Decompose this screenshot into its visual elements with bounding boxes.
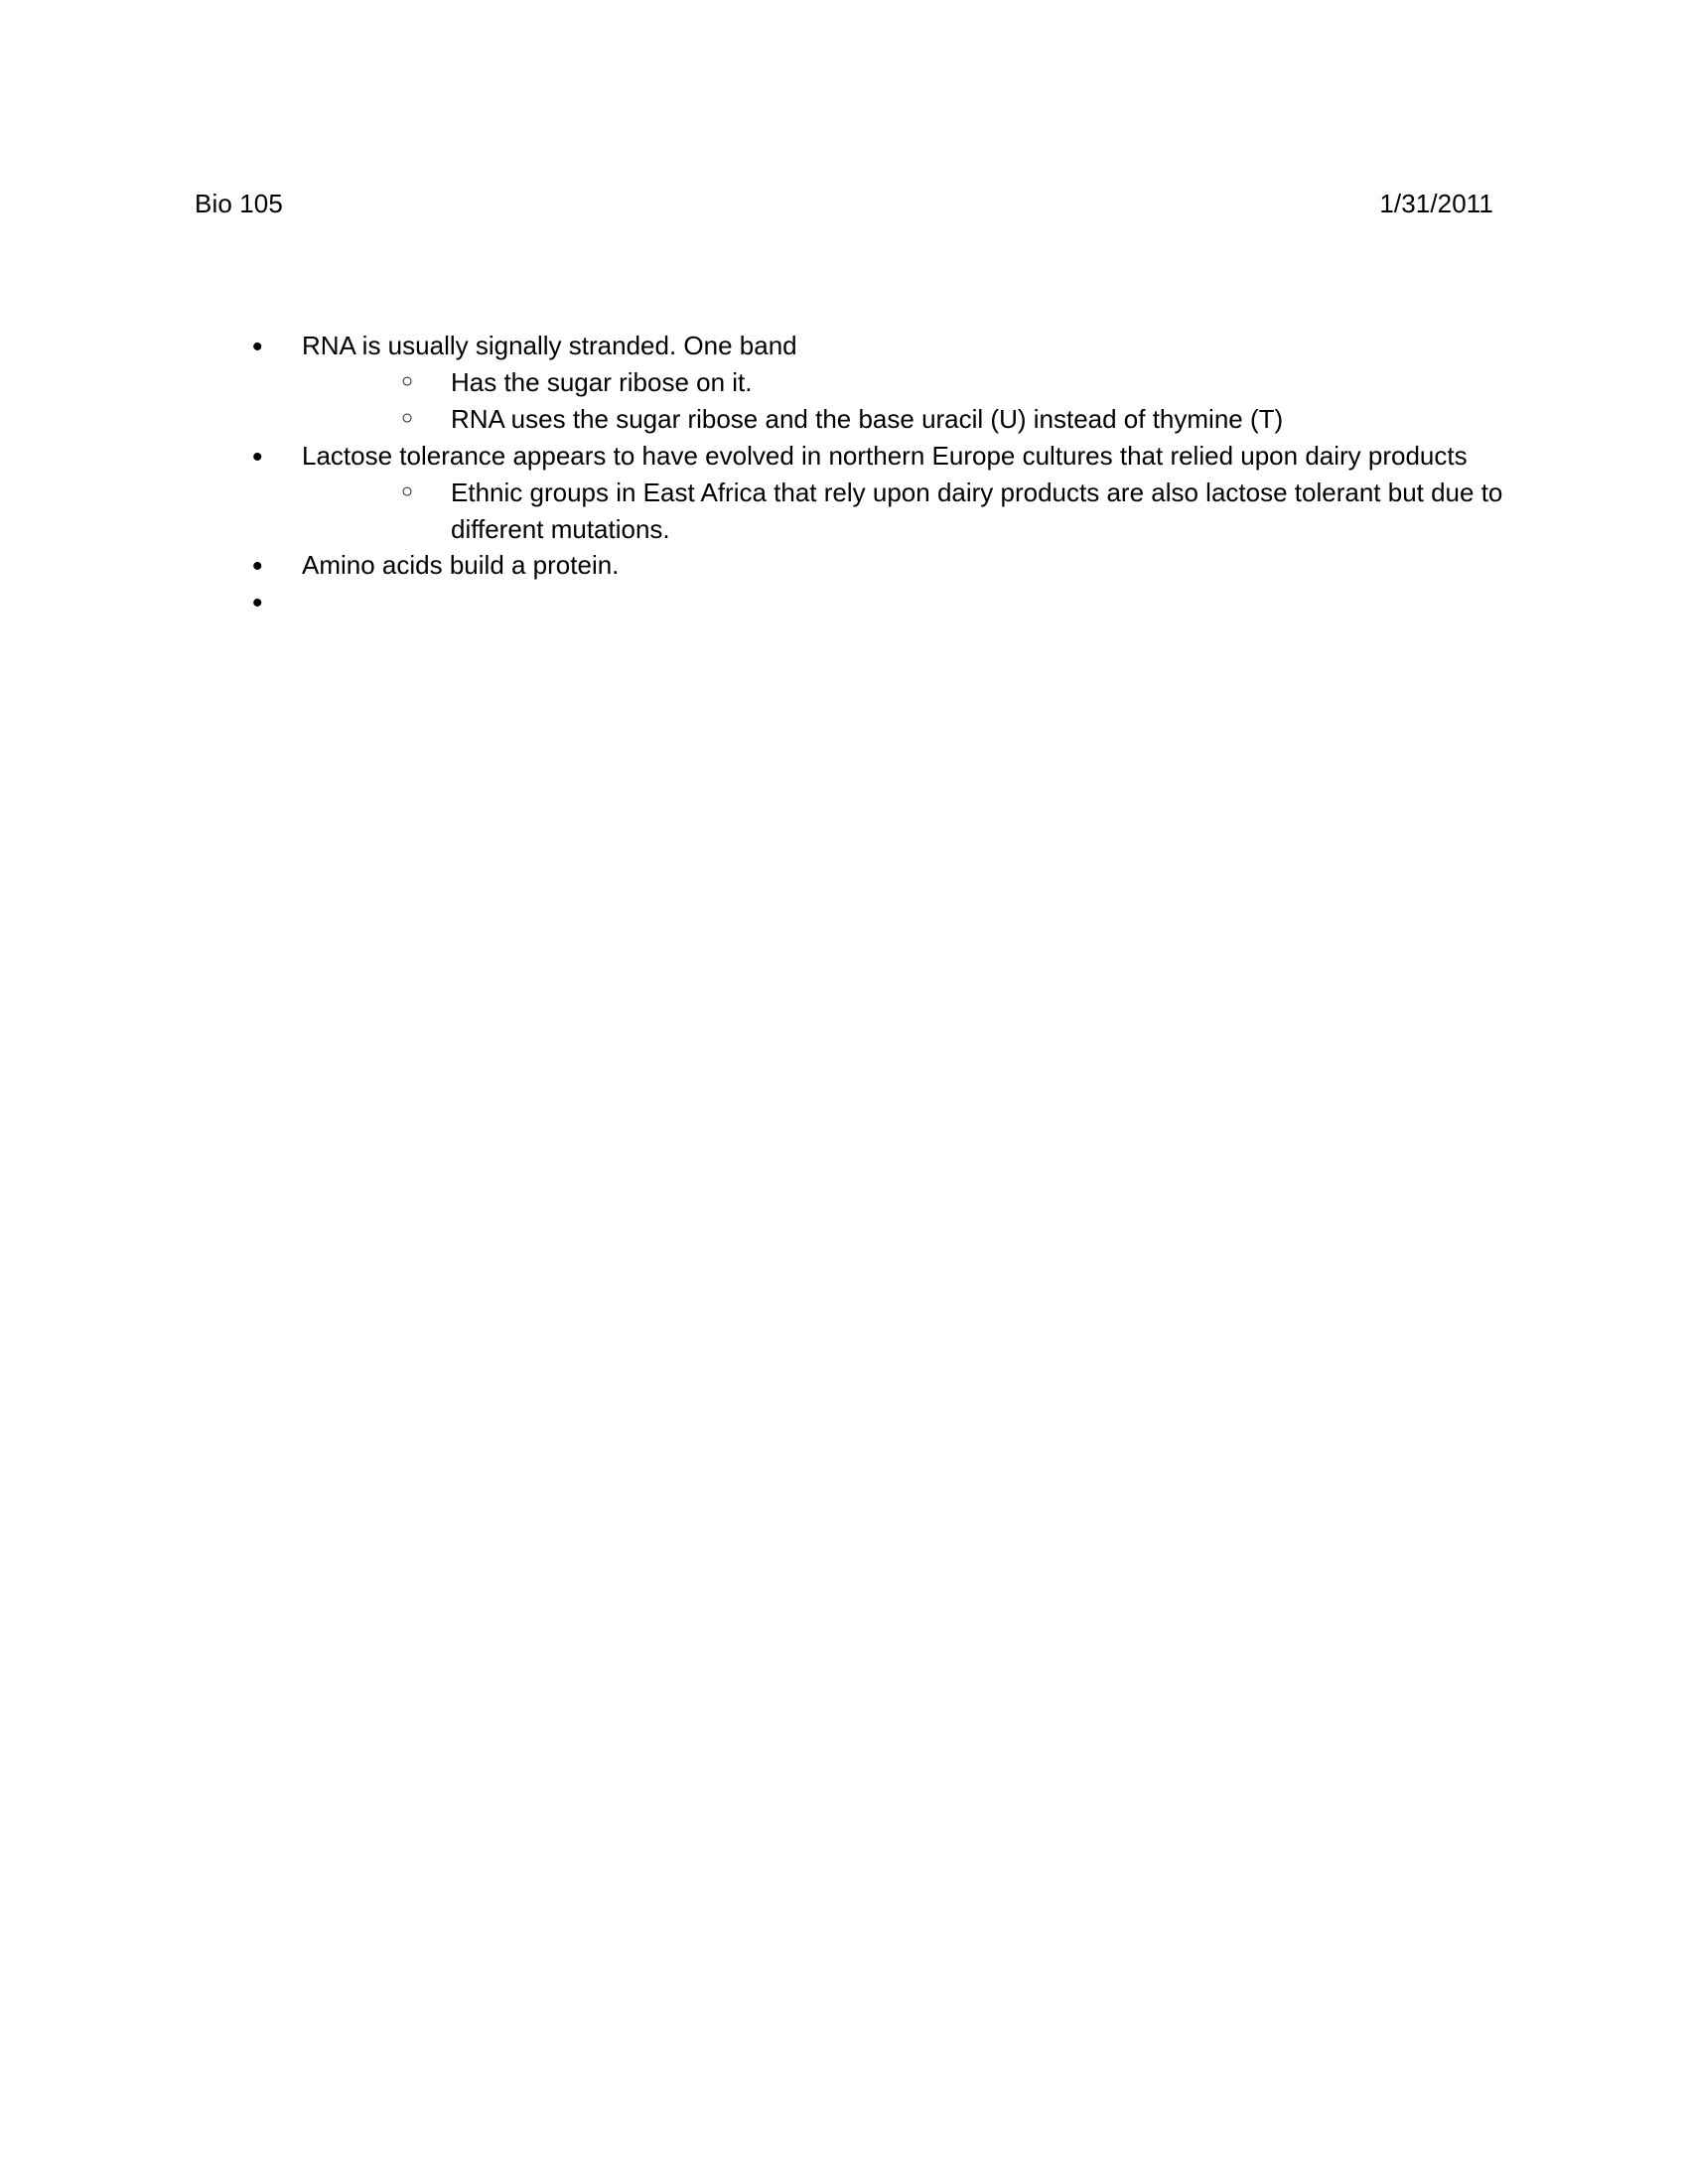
list-item-text: RNA uses the sugar ribose and the base uracil (U) instead of thymine (T): [451, 403, 1284, 434]
sub-list: [302, 364, 1509, 438]
circle-bullet-icon: ○: [401, 479, 414, 502]
date-label: 1/31/2011: [1379, 189, 1493, 218]
sub-list: [302, 475, 1509, 548]
circle-bullet-icon: ○: [401, 369, 414, 392]
list-item: [252, 547, 1509, 584]
course-label: Bio 105: [195, 189, 283, 218]
list-item-text: Amino acids build a protein.: [302, 550, 620, 581]
list-item-text: Lactose tolerance appears to have evolved in northern Europe cultures that relied upon dairy products: [302, 440, 1468, 471]
list-item: [401, 364, 1509, 401]
notes-list: [195, 328, 1509, 619]
list-item: [401, 475, 1509, 548]
list-item: [401, 401, 1509, 438]
bullet-icon: •: [252, 331, 263, 363]
notes-body: [195, 328, 1509, 619]
document-header: [195, 189, 1493, 219]
list-item: [252, 584, 1509, 619]
list-item-text: RNA is usually signally stranded. One band: [302, 331, 797, 360]
list-item-text: Ethnic groups in East Africa that rely upon dairy products are also lactose tolerant but due to different mutations.: [451, 477, 1503, 544]
list-item: [252, 328, 1509, 438]
bullet-icon: •: [252, 587, 263, 620]
list-item: [252, 438, 1509, 548]
circle-bullet-icon: ○: [401, 406, 414, 429]
bullet-icon: •: [252, 440, 263, 474]
bullet-icon: •: [252, 550, 263, 584]
list-item-text: Has the sugar ribose on it.: [451, 366, 753, 397]
